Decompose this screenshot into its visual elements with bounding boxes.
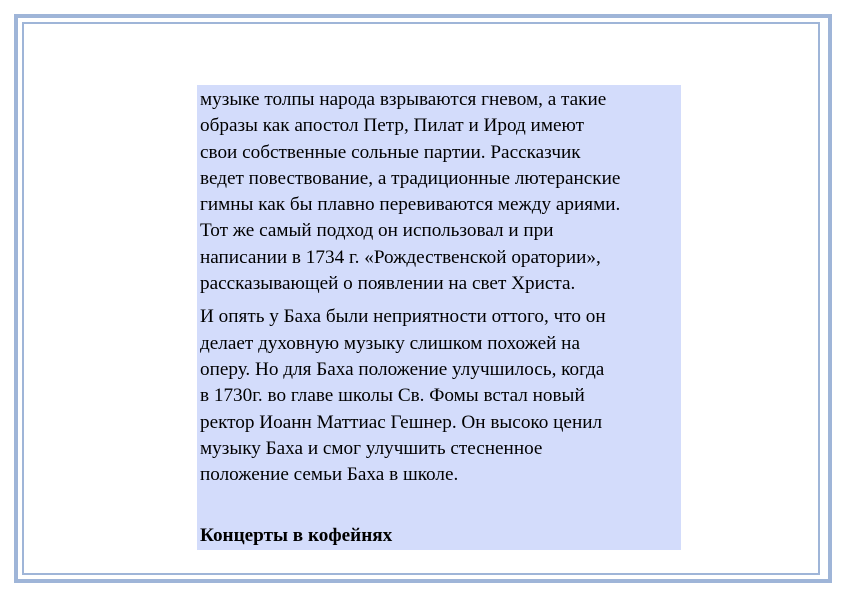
paragraph-1-line: образы как апостол Петр, Пилат и Ирод имеют <box>200 115 584 137</box>
paragraph-1 <box>200 87 679 297</box>
paragraph-1-line: рассказывающей о появлении на свет Христа. <box>200 273 576 295</box>
paragraph-1-line: написании в 1734 г. «Рождественской оратории», <box>200 246 601 268</box>
paragraph-2-line: положение семьи Баха в школе. <box>200 464 459 486</box>
paragraph-1-line: гимны как бы плавно перевиваются между ариями. <box>200 194 621 216</box>
text-box <box>197 85 681 550</box>
section-heading: Концерты в кофейнях <box>200 525 393 546</box>
paragraph-1-line: Тот же самый подход он использовал и при <box>200 220 554 242</box>
paragraph-2-line: оперу. Но для Баха положение улучшилось, когда <box>200 358 605 380</box>
paragraph-1-line: музыке толпы народа взрываются гневом, а такие <box>200 89 607 110</box>
paragraph-2-line: делает духовную музыку слишком похожей на <box>200 332 580 354</box>
paragraph-1-line: свои собственные сольные партии. Рассказчик <box>200 141 581 163</box>
paragraph-2-line: музыку Баха и смог улучшить стесненное <box>200 437 543 459</box>
paragraph-2-line: И опять у Баха были неприятности оттого, что он <box>200 306 606 328</box>
paragraph-2-line: в 1730г. во главе школы Св. Фомы встал новый <box>200 385 585 407</box>
paragraph-2-line: ректор Иоанн Маттиас Гешнер. Он высоко ценил <box>200 411 603 433</box>
paragraph-1-line: ведет повествование, а традиционные лютеранские <box>200 167 621 189</box>
paragraph-2 <box>200 304 679 488</box>
